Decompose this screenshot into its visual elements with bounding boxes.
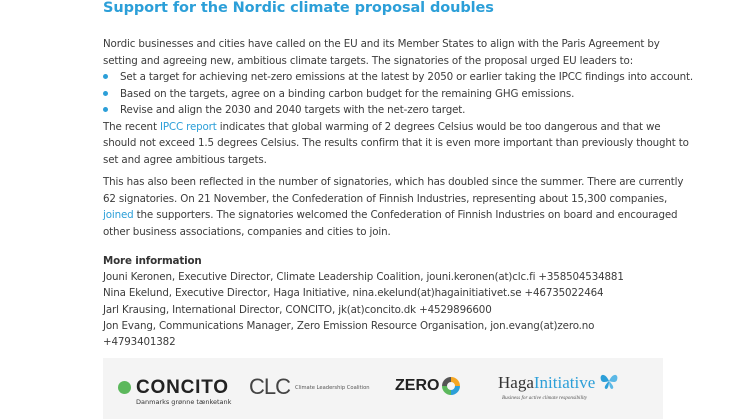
contact-line: Jon Evang, Communications Manager, Zero Emission Resource Organisation, jon.evang(at)zero.no bbox=[103, 319, 595, 332]
clc-mark: CLC bbox=[249, 374, 291, 399]
bullet-icon bbox=[103, 74, 108, 79]
zero-ring-icon bbox=[441, 376, 461, 396]
ipcc-paragraph-line: set and agree ambitious targets. bbox=[103, 153, 267, 166]
bullet-icon bbox=[103, 107, 108, 112]
concito-dot-icon bbox=[118, 381, 131, 394]
signatories-paragraph-line: other business associations, companies and cities to join. bbox=[103, 225, 391, 238]
ipcc-paragraph-line: The recent IPCC report indicates that global warming of 2 degrees Celsius would be too dangerous and that we bbox=[103, 120, 661, 133]
list-item: Set a target for achieving net-zero emissions at the latest by 2050 or earlier taking the IPCC findings into account. bbox=[103, 69, 663, 86]
demands-list bbox=[103, 69, 694, 119]
signatories-paragraph-line: 62 signatories. On 21 November, the Confederation of Finnish Industries, representing about 15,300 companies, bbox=[103, 192, 668, 205]
signatories-paragraph-line: This has also been reflected in the number of signatories, which has doubled since the summer. There are currently bbox=[103, 176, 684, 188]
haga-wordmark: HagaInitiative bbox=[498, 373, 596, 392]
contact-line: Jouni Keronen, Executive Director, Climate Leadership Coalition, jouni.keronen(at)clc.fi +358504534881 bbox=[103, 271, 624, 284]
contact-line: Nina Ekelund, Executive Director, Haga Initiative, nina.ekelund(at)hagainitiativet.se +46735022464 bbox=[103, 287, 604, 300]
haga-tagline: Business for active climate responsibility bbox=[502, 395, 588, 401]
contact-line: Jarl Krausing, International Director, CONCITO, jk(at)concito.dk +4529896600 bbox=[103, 303, 492, 316]
contact-line: +4793401382 bbox=[103, 336, 176, 349]
list-item: Based on the targets, agree on a binding carbon budget for the remaining GHG emissions. bbox=[103, 86, 663, 103]
bullet-icon bbox=[103, 91, 108, 96]
ipcc-paragraph-line: should not exceed 1.5 degrees Celsius. The results confirm that it is even more important than previously thought to bbox=[103, 137, 689, 149]
more-information-heading: More information bbox=[103, 255, 202, 267]
concito-tagline: Danmarks grønne tænketank bbox=[136, 398, 232, 406]
concito-wordmark: CONCITO bbox=[136, 377, 229, 398]
clc-name: Climate Leadership Coalition bbox=[295, 385, 370, 391]
zero-wordmark: ZERO bbox=[395, 377, 440, 394]
ipcc-report-link[interactable]: IPCC report bbox=[159, 120, 217, 133]
intro-line: setting and agreeing new, ambitious climate targets. The signatories of the proposal urged EU leaders to: bbox=[103, 54, 634, 67]
partner-logos-strip bbox=[103, 358, 663, 419]
more-information bbox=[103, 253, 624, 350]
signatories-paragraph-line: joined the supporters. The signatories welcomed the Confederation of Finnish Industries on board and encouraged bbox=[103, 209, 678, 221]
article-title: Support for the Nordic climate proposal doubles bbox=[103, 0, 494, 16]
list-item: Revise and align the 2030 and 2040 targets with the net-zero target. bbox=[103, 102, 663, 119]
joined-link[interactable]: joined bbox=[103, 209, 134, 221]
butterfly-icon bbox=[599, 372, 619, 390]
article-body bbox=[103, 36, 694, 240]
intro-line: Nordic businesses and cities have called on the EU and its Member States to align with the Paris Agreement by bbox=[103, 38, 660, 50]
